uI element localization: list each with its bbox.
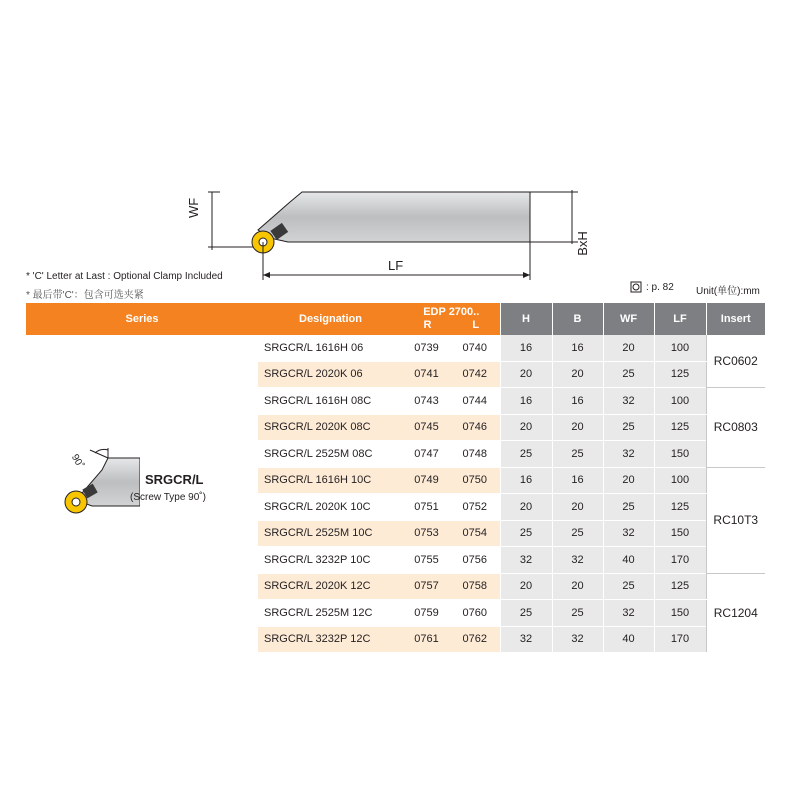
series-name: SRGCR/L (145, 472, 204, 487)
lf-cell: 125 (654, 361, 706, 388)
h-cell: 20 (500, 573, 552, 600)
b-cell: 20 (552, 494, 603, 521)
designation-cell: SRGCR/L 2525M 12C (258, 600, 403, 627)
edp-l-cell: 0754 (450, 520, 500, 547)
edp-r-cell: 0757 (403, 573, 450, 600)
header-edp-label: EDP 2700.. (423, 306, 480, 318)
designation-cell: SRGCR/L 3232P 12C (258, 626, 403, 653)
designation-cell: SRGCR/L 1616H 06 (258, 335, 403, 361)
insert-cell: RC10T3 (706, 467, 765, 573)
lf-cell: 125 (654, 494, 706, 521)
angle-label: 90˚ (68, 452, 86, 471)
edp-l-cell: 0748 (450, 441, 500, 468)
unit-label: Unit(单位):mm (696, 286, 760, 297)
header-edp (403, 303, 500, 335)
h-cell: 16 (500, 388, 552, 415)
b-cell: 20 (552, 573, 603, 600)
header-designation: Designation (258, 303, 403, 335)
b-cell: 20 (552, 361, 603, 388)
header-h: H (500, 303, 552, 335)
lf-cell: 125 (654, 573, 706, 600)
wf-cell: 25 (603, 414, 654, 441)
designation-cell: SRGCR/L 2020K 10C (258, 494, 403, 521)
lf-cell: 100 (654, 335, 706, 361)
wf-cell: 32 (603, 441, 654, 468)
lf-cell: 170 (654, 547, 706, 574)
b-cell: 20 (552, 414, 603, 441)
edp-r-cell: 0741 (403, 361, 450, 388)
h-cell: 32 (500, 626, 552, 653)
b-cell: 25 (552, 600, 603, 627)
edp-r-cell: 0749 (403, 467, 450, 494)
wf-cell: 25 (603, 361, 654, 388)
designation-cell: SRGCR/L 2020K 12C (258, 573, 403, 600)
clamp-note-en: * 'C' Letter at Last : Optional Clamp Included (26, 271, 223, 282)
wf-cell: 40 (603, 626, 654, 653)
designation-cell: SRGCR/L 2020K 06 (258, 361, 403, 388)
edp-l-cell: 0758 (450, 573, 500, 600)
wf-label: WF (186, 197, 201, 218)
tool-shank (258, 192, 530, 242)
series-subtitle: (Screw Type 90˚) (130, 492, 206, 503)
insert-cell: RC0602 (706, 335, 765, 388)
h-cell: 20 (500, 361, 552, 388)
edp-l-cell: 0756 (450, 547, 500, 574)
lf-label: LF (388, 258, 404, 273)
b-cell: 25 (552, 441, 603, 468)
b-cell: 32 (552, 626, 603, 653)
header-edp-r: R (423, 319, 432, 331)
b-cell: 16 (552, 467, 603, 494)
edp-r-cell: 0753 (403, 520, 450, 547)
h-cell: 25 (500, 520, 552, 547)
h-cell: 16 (500, 467, 552, 494)
edp-l-cell: 0746 (450, 414, 500, 441)
edp-l-cell: 0742 (450, 361, 500, 388)
lf-cell: 125 (654, 414, 706, 441)
edp-l-cell: 0762 (450, 626, 500, 653)
lf-cell: 150 (654, 600, 706, 627)
h-cell: 32 (500, 547, 552, 574)
table-header-row (26, 303, 765, 335)
h-cell: 20 (500, 414, 552, 441)
wf-cell: 25 (603, 573, 654, 600)
header-b: B (552, 303, 603, 335)
edp-r-cell: 0761 (403, 626, 450, 653)
h-cell: 25 (500, 600, 552, 627)
edp-r-cell: 0755 (403, 547, 450, 574)
designation-cell: SRGCR/L 1616H 08C (258, 388, 403, 415)
table-row (26, 335, 765, 361)
designation-cell: SRGCR/L 2525M 10C (258, 520, 403, 547)
insert-cell: RC1204 (706, 573, 765, 653)
bxh-label: BxH (574, 231, 590, 256)
clamp-note-cn: * 最后带'C'：包含可选夹紧 (26, 290, 144, 301)
wf-cell: 32 (603, 600, 654, 627)
lf-cell: 150 (654, 441, 706, 468)
edp-l-cell: 0752 (450, 494, 500, 521)
b-cell: 25 (552, 520, 603, 547)
b-cell: 16 (552, 388, 603, 415)
b-cell: 16 (552, 335, 603, 361)
designation-cell: SRGCR/L 1616H 10C (258, 467, 403, 494)
header-edp-l: L (472, 319, 480, 331)
header-insert: Insert (706, 303, 765, 335)
lf-cell: 170 (654, 626, 706, 653)
lf-cell: 150 (654, 520, 706, 547)
edp-l-cell: 0744 (450, 388, 500, 415)
edp-r-cell: 0739 (403, 335, 450, 361)
designation-cell: SRGCR/L 2525M 08C (258, 441, 403, 468)
lf-cell: 100 (654, 388, 706, 415)
insert-shape-icon (629, 280, 643, 294)
wf-cell: 25 (603, 494, 654, 521)
edp-r-cell: 0743 (403, 388, 450, 415)
h-cell: 16 (500, 335, 552, 361)
h-cell: 25 (500, 441, 552, 468)
wf-cell: 20 (603, 467, 654, 494)
edp-r-cell: 0745 (403, 414, 450, 441)
wf-cell: 32 (603, 388, 654, 415)
angle-arc-icon (95, 449, 108, 453)
edp-r-cell: 0747 (403, 441, 450, 468)
wf-cell: 32 (603, 520, 654, 547)
wf-cell: 40 (603, 547, 654, 574)
header-lf: LF (654, 303, 706, 335)
edp-r-cell: 0751 (403, 494, 450, 521)
series-tool-illustration (50, 448, 140, 520)
b-cell: 32 (552, 547, 603, 574)
lf-cell: 100 (654, 467, 706, 494)
insert-cell: RC0803 (706, 388, 765, 468)
edp-l-cell: 0750 (450, 467, 500, 494)
edp-l-cell: 0740 (450, 335, 500, 361)
designation-cell: SRGCR/L 3232P 10C (258, 547, 403, 574)
wf-cell: 20 (603, 335, 654, 361)
edp-l-cell: 0760 (450, 600, 500, 627)
page-reference: : p. 82 (646, 282, 674, 293)
header-wf: WF (603, 303, 654, 335)
h-cell: 20 (500, 494, 552, 521)
designation-cell: SRGCR/L 2020K 08C (258, 414, 403, 441)
edp-r-cell: 0759 (403, 600, 450, 627)
header-series: Series (26, 303, 258, 335)
